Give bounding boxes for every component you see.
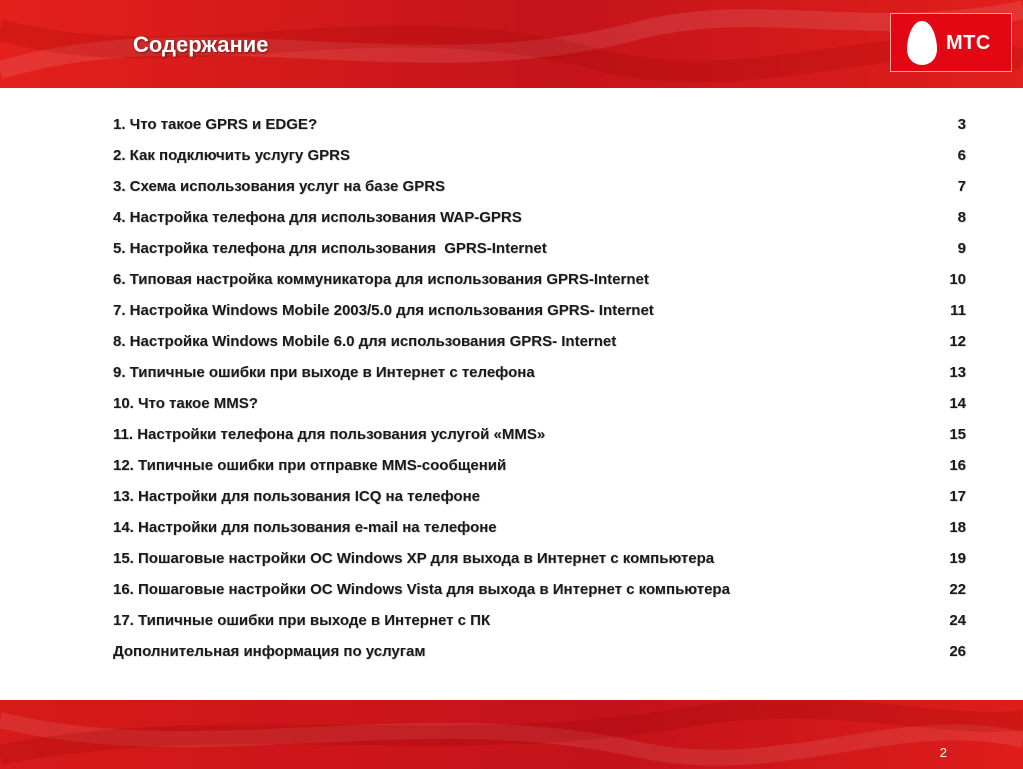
toc-item[interactable] [113,420,973,451]
toc-item-page: 10 [949,271,966,288]
toc-item-label: 12. Типичные ошибки при отправке MMS-сообщений [113,457,507,474]
toc-item-label: 13. Настройки для пользования ICQ на телефоне [113,488,480,505]
toc-item-page: 9 [957,240,966,257]
mts-logo [890,13,1012,72]
toc-item-label: 2. Как подключить услугу GPRS [113,147,350,164]
toc-item-page: 17 [949,488,966,505]
toc-item-label: 9. Типичные ошибки при выходе в Интернет с телефона [113,364,535,381]
toc-item[interactable] [113,575,973,606]
toc-item[interactable] [113,482,973,513]
toc-item-label: 17. Типичные ошибки при выходе в Интернет с ПК [113,612,491,629]
toc-item[interactable] [113,513,973,544]
toc-item[interactable] [113,451,973,482]
toc-item[interactable] [113,172,973,203]
toc-item[interactable] [113,389,973,420]
toc-item-page: 7 [957,178,966,195]
toc-item-label: 10. Что такое MMS? [113,395,258,412]
page-title: Содержание [133,32,269,57]
toc-item-page: 11 [950,302,966,319]
toc-item-label: 1. Что такое GPRS и EDGE? [113,116,318,133]
toc-item[interactable] [113,358,973,389]
toc-item[interactable] [113,203,973,234]
toc-item-page: 15 [949,426,966,443]
toc-item-label: 8. Настройка Windows Mobile 6.0 для использования GPRS- Internet [113,333,617,350]
toc-item-page: 3 [957,116,966,133]
toc-item[interactable] [113,234,973,265]
logo-text: МТС [946,32,991,54]
toc-item[interactable] [113,110,973,141]
toc-item-page: 22 [949,581,966,598]
toc-item-label: 7. Настройка Windows Mobile 2003/5.0 для использования GPRS- Internet [113,302,654,319]
toc-item-label: 3. Схема использования услуг на базе GPRS [113,178,446,195]
toc-item-label: 14. Настройки для пользования e-mail на телефоне [113,519,497,536]
table-of-contents [113,110,973,668]
toc-item-label: 15. Пошаговые настройки ОС Windows XP для выхода в Интернет с компьютера [113,550,715,567]
toc-item-label: 5. Настройка телефона для использования GPRS-Internet [113,240,547,257]
toc-item-label: Дополнительная информация по услугам [113,643,426,660]
toc-item-page: 8 [957,209,966,226]
toc-item[interactable] [113,606,973,637]
toc-item-label: 4. Настройка телефона для использования WAP-GPRS [113,209,522,226]
toc-item-page: 18 [949,519,966,536]
footer-bar [0,700,1023,769]
toc-item-page: 19 [949,550,966,567]
toc-item[interactable] [113,265,973,296]
header-bar [0,0,1023,88]
toc-item-label: 6. Типовая настройка коммуникатора для использования GPRS-Internet [113,271,649,288]
toc-item-page: 6 [957,147,966,164]
toc-item[interactable] [113,327,973,358]
toc-item-page: 14 [949,395,966,412]
toc-item-label: 16. Пошаговые настройки ОС Windows Vista для выхода в Интернет с компьютера [113,581,730,598]
toc-item[interactable] [113,141,973,172]
toc-item-page: 12 [949,333,966,350]
egg-icon [906,20,938,66]
toc-item[interactable] [113,296,973,327]
footer-swirl-decoration [0,700,1023,769]
toc-item[interactable] [113,544,973,575]
toc-item-page: 16 [949,457,966,474]
toc-item-page: 24 [949,612,966,629]
toc-item[interactable] [113,637,973,668]
toc-item-label: 11. Настройки телефона для пользования услугой «MMS» [113,426,546,443]
slide-page-number: 2 [939,745,947,760]
toc-item-page: 26 [949,643,966,660]
toc-item-page: 13 [949,364,966,381]
